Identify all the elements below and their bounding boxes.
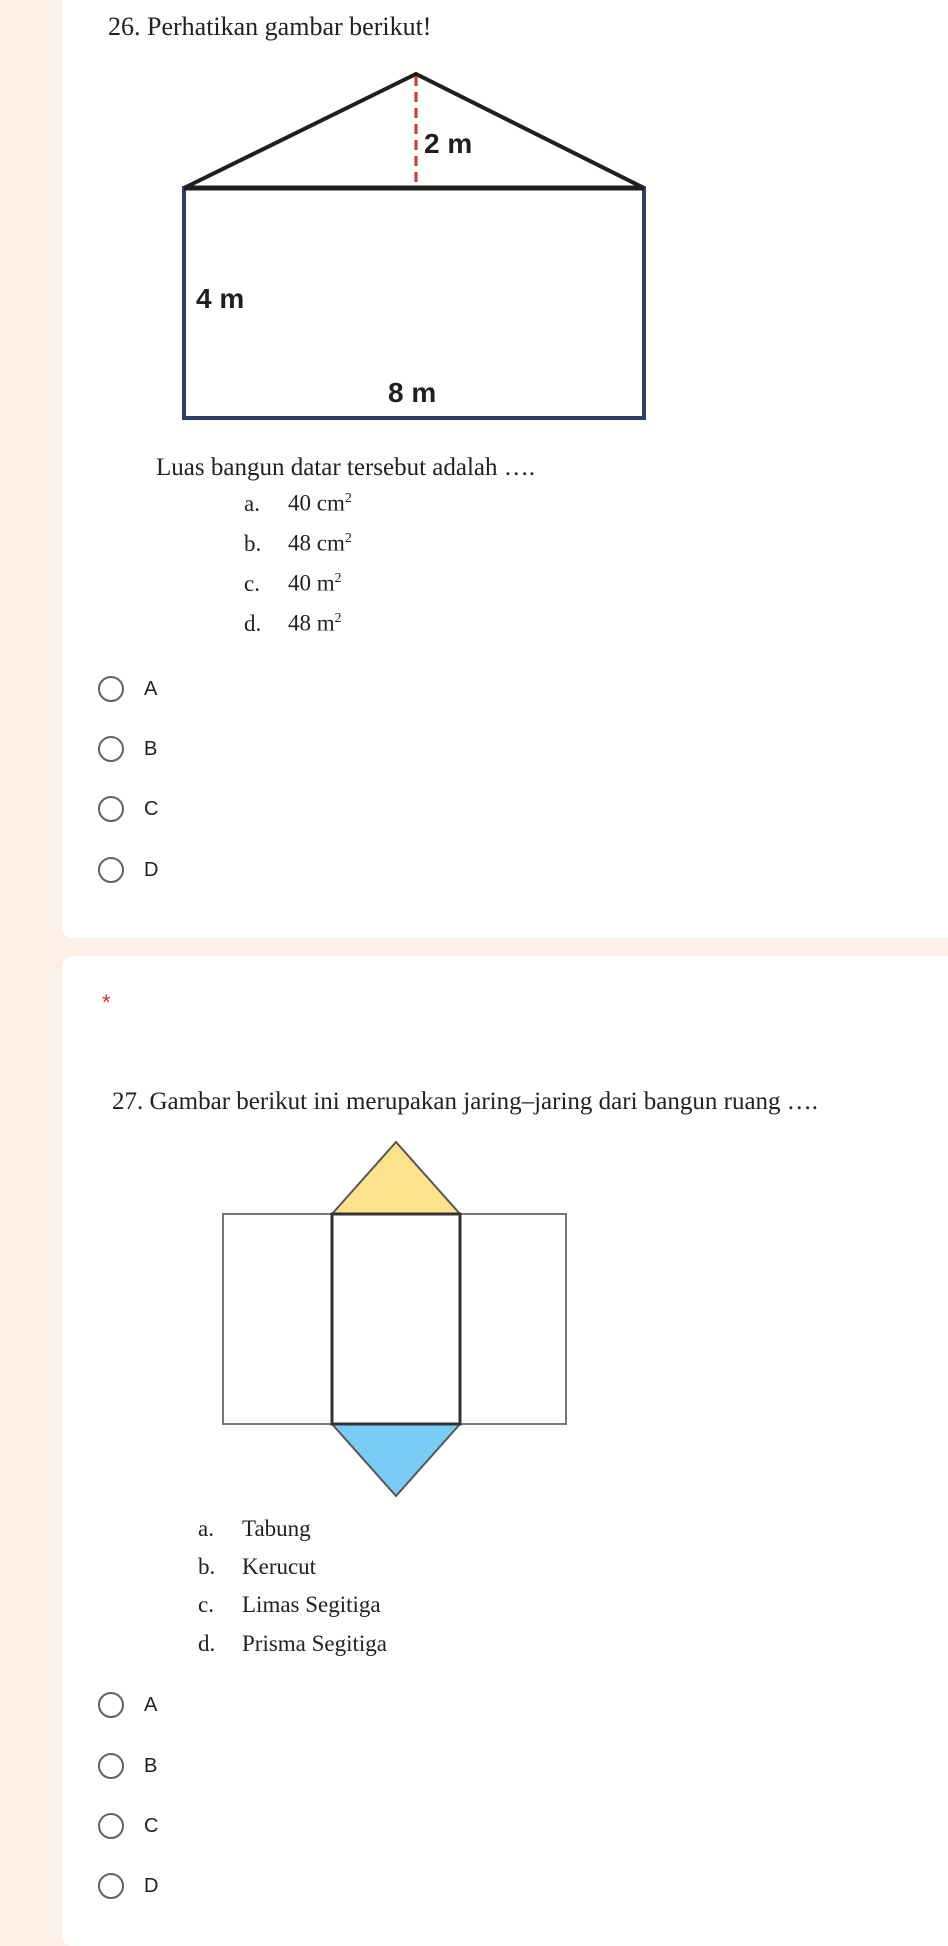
option-26-c: c. 40 $m^2$	[244, 570, 342, 596]
label-2m: 2 m	[424, 128, 473, 159]
choice-26-d[interactable]: D	[98, 854, 158, 886]
choice-27-c[interactable]: C	[98, 1810, 158, 1842]
question-26-prompt: Luas bangun datar tersebut adalah ….	[156, 454, 536, 481]
radio-button[interactable]	[98, 1692, 124, 1718]
choice-26-c[interactable]: C	[98, 793, 158, 825]
label-4m: 4 m	[196, 283, 245, 314]
choice-27-d[interactable]: D	[98, 1870, 158, 1902]
option-27-b: b. Kerucut	[198, 1554, 317, 1579]
option-26-b: b. 48 $cm^2$	[244, 530, 352, 556]
left-rectangle	[223, 1214, 332, 1424]
radio-button[interactable]	[98, 796, 124, 822]
option-26-d: d. 48 $m^2$	[244, 610, 342, 636]
radio-button[interactable]	[98, 736, 124, 762]
choice-27-a[interactable]: A	[98, 1689, 157, 1721]
option-27-d: d. Prisma Segitiga	[198, 1631, 388, 1656]
option-27-a: a. Tabung	[198, 1516, 311, 1541]
triangle-roof	[184, 74, 644, 188]
radio-button[interactable]	[98, 1753, 124, 1779]
choice-27-b[interactable]: B	[98, 1750, 157, 1782]
top-triangle	[332, 1142, 460, 1214]
question-26-title: 26. Perhatikan gambar berikut!	[108, 12, 432, 41]
option-27-c: c. Limas Segitiga	[198, 1592, 381, 1617]
radio-button[interactable]	[98, 676, 124, 702]
center-rectangle	[332, 1214, 460, 1424]
right-rectangle	[460, 1214, 566, 1424]
radio-button[interactable]	[98, 1873, 124, 1899]
radio-button[interactable]	[98, 1813, 124, 1839]
question-27-title: 27. Gambar berikut ini merupakan jaring–jaring dari bangun ruang ….	[112, 1088, 819, 1115]
choice-26-a[interactable]: A	[98, 673, 157, 705]
radio-button[interactable]	[98, 857, 124, 883]
label-8m: 8 m	[388, 377, 437, 408]
required-asterisk: *	[102, 990, 111, 1015]
house-shape-figure	[176, 66, 652, 428]
choice-26-b[interactable]: B	[98, 733, 157, 765]
net-figure	[218, 1132, 570, 1502]
option-26-a: a. 40 $cm^2$	[244, 490, 352, 516]
bottom-triangle	[332, 1424, 460, 1496]
